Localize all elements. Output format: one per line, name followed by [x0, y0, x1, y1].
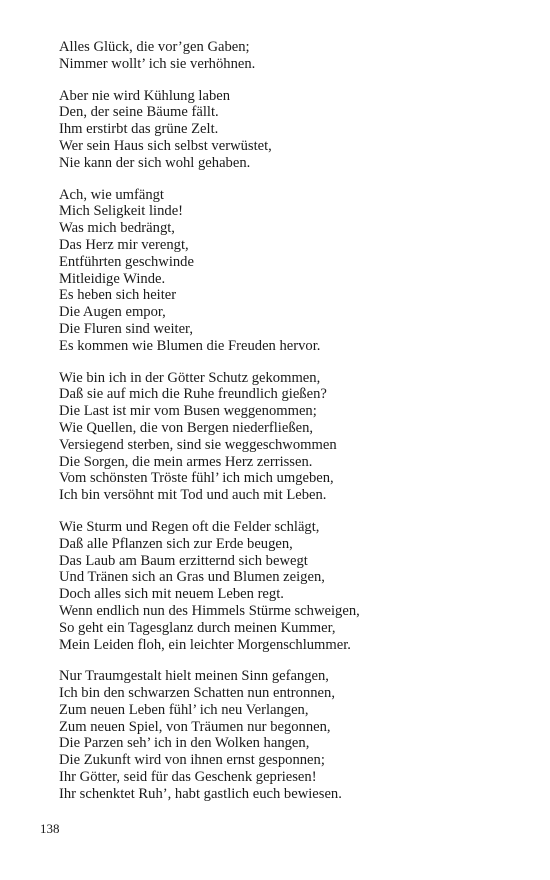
stanza-1 [59, 39, 529, 73]
stanza-6 [59, 668, 529, 802]
verse-line: Das Laub am Baum erzitternd sich bewegt [59, 552, 308, 569]
verse-line: Wie Quellen, die von Bergen niederfließen, [59, 419, 314, 436]
verse-line: Was mich bedrängt, [59, 220, 175, 237]
verse-line: Nimmer wollt’ ich sie verhöhnen. [59, 55, 256, 72]
verse-line: Und Tränen sich an Gras und Blumen zeigen, [59, 569, 325, 586]
verse-line: Versiegend sterben, sind sie weggeschwommen [59, 436, 337, 453]
stanza-5 [59, 519, 529, 653]
verse-line: Ich bin versöhnt mit Tod und auch mit Leben. [59, 487, 327, 504]
verse-line: Vom schönsten Tröste fühl’ ich mich umgeben, [59, 470, 334, 487]
verse-line: Die Fluren sind weiter, [59, 320, 193, 337]
stanza-4 [59, 370, 529, 504]
verse-line: Mitleidige Winde. [59, 270, 166, 287]
stanza-2 [59, 88, 529, 172]
verse-line: Entführten geschwinde [59, 253, 194, 270]
verse-line: Die Last ist mir vom Busen weggenommen; [59, 403, 317, 420]
verse-line: Aber nie wird Kühlung laben [59, 87, 231, 104]
stanza-3 [59, 187, 529, 355]
verse-line: Mich Seligkeit linde! [59, 203, 184, 220]
poem-body [59, 39, 529, 818]
verse-line: Daß sie auf mich die Ruhe freundlich gießen? [59, 386, 327, 403]
page-number: 138 [40, 821, 60, 836]
verse-line: Es kommen wie Blumen die Freuden hervor. [59, 337, 321, 354]
verse-line: Den, der seine Bäume fällt. [59, 104, 219, 121]
verse-line: Die Augen empor, [59, 304, 166, 321]
verse-line: Nie kann der sich wohl gehaben. [59, 154, 251, 171]
verse-line: Nur Traumgestalt hielt meinen Sinn gefangen, [59, 668, 329, 685]
verse-line: Alles Glück, die vor’gen Gaben; [59, 39, 250, 55]
verse-line: Es heben sich heiter [59, 287, 177, 304]
verse-line: Zum neuen Leben fühl’ ich neu Verlangen, [59, 701, 309, 718]
verse-line: Das Herz mir verengt, [59, 236, 189, 253]
verse-line: Die Zukunft wird von ihnen ernst gesponnen; [59, 752, 325, 769]
verse-line: Ihm erstirbt das grüne Zelt. [59, 121, 219, 138]
verse-line: Daß alle Pflanzen sich zur Erde beugen, [59, 535, 293, 552]
verse-line: Doch alles sich mit neuem Leben regt. [59, 586, 284, 603]
verse-line: Mein Leiden floh, ein leichter Morgenschlummer. [59, 636, 351, 653]
verse-line: Wie Sturm und Regen oft die Felder schlägt, [59, 518, 320, 535]
verse-line: Die Parzen seh’ ich in den Wolken hangen, [59, 735, 310, 752]
verse-line: Zum neuen Spiel, von Träumen nur begonnen, [59, 718, 331, 735]
verse-line: Wer sein Haus sich selbst verwüstet, [59, 137, 272, 154]
verse-line: Ich bin den schwarzen Schatten nun entronnen, [59, 685, 335, 702]
verse-line: Wie bin ich in der Götter Schutz gekommen, [59, 369, 321, 386]
verse-line: Ach, wie umfängt [59, 186, 164, 203]
verse-line: Wenn endlich nun des Himmels Stürme schweigen, [59, 602, 360, 619]
verse-line: Die Sorgen, die mein armes Herz zerrissen. [59, 453, 313, 470]
verse-line: Ihr schenktet Ruh’, habt gastlich euch bewiesen. [59, 785, 342, 802]
verse-line: Ihr Götter, seid für das Geschenk gepriesen! [59, 769, 317, 786]
verse-line: So geht ein Tagesglanz durch meinen Kummer, [59, 619, 336, 636]
